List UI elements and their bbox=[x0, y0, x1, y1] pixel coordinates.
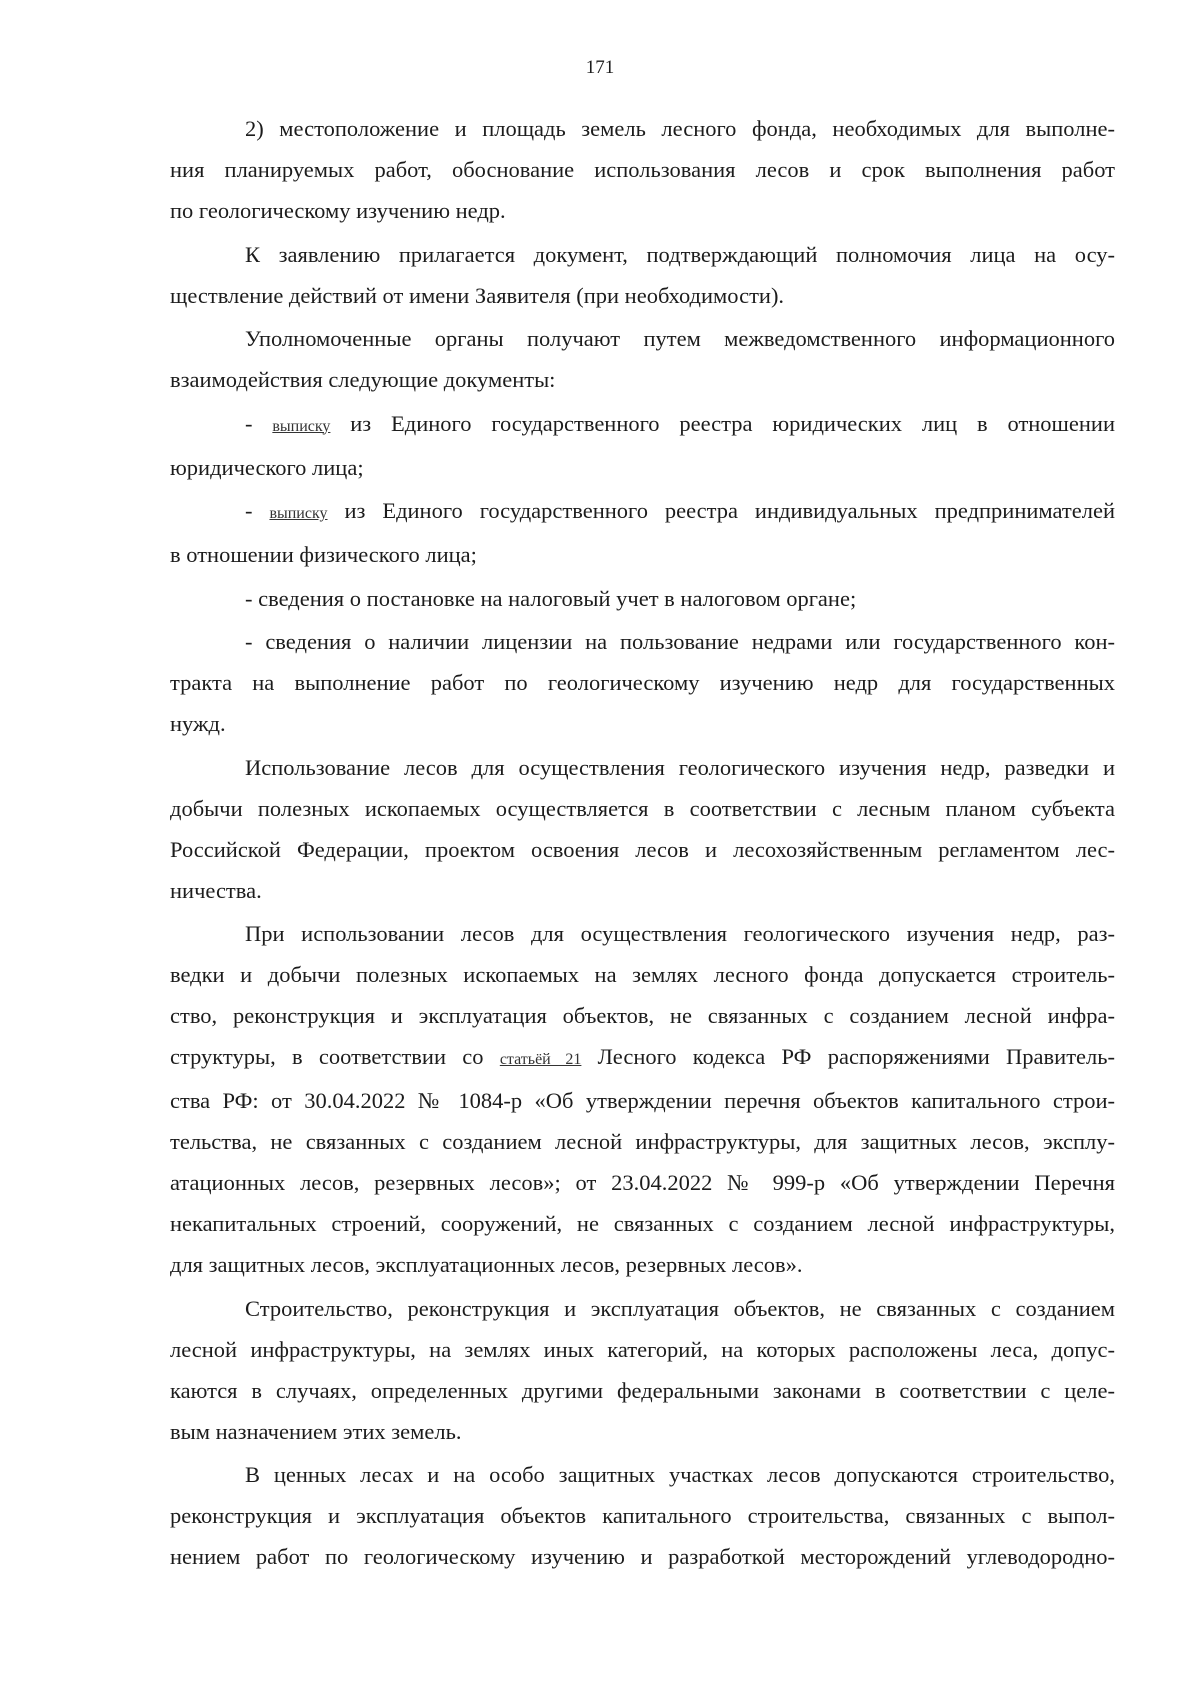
text-line bbox=[170, 1162, 1115, 1203]
text-segment: К заявлению прилагается документ, подтверждающий полномочия лица на осу- bbox=[245, 241, 1115, 267]
text-segment: добычи полезных ископаемых осуществляется в соответствии с лесным планом субъекта bbox=[170, 795, 1115, 821]
text-segment: реконструкция и эксплуатация объектов капитального строительства, связанных с выпол- bbox=[170, 1503, 1115, 1528]
page-number: 171 bbox=[585, 57, 615, 78]
text-line bbox=[170, 578, 1115, 619]
text-line bbox=[170, 1454, 1115, 1495]
text-segment: атационных лесов, резервных лесов»; от 23.04.2022 № 999-р «Об утверждении Перечня bbox=[170, 1170, 1115, 1195]
text-line bbox=[170, 490, 1115, 534]
text-segment: ведки и добычи полезных ископаемых на землях лесного фонда допускается строитель- bbox=[170, 962, 1115, 987]
text-line bbox=[170, 190, 1115, 231]
text-segment: юридического лица; bbox=[170, 454, 364, 480]
paragraph bbox=[170, 318, 1115, 400]
text-line bbox=[170, 747, 1115, 788]
text-line bbox=[170, 621, 1115, 662]
text-line bbox=[170, 1288, 1115, 1329]
text-line bbox=[170, 234, 1115, 275]
text-line bbox=[170, 403, 1115, 447]
text-segment: ществление действий от имени Заявителя (при необходимости). bbox=[170, 282, 785, 308]
text-segment: При использовании лесов для осуществления геологического изучения недр, раз- bbox=[245, 921, 1115, 946]
text-line bbox=[170, 1411, 1115, 1452]
paragraph bbox=[170, 747, 1115, 911]
text-line bbox=[170, 1495, 1115, 1536]
paragraph bbox=[170, 578, 1115, 619]
text-segment: ство, реконструкция и эксплуатация объектов, не связанных с созданием лесной инфра- bbox=[170, 1003, 1115, 1028]
text-segment: взаимодействия следующие документы: bbox=[170, 367, 556, 392]
text-segment: в отношении физического лица; bbox=[170, 542, 477, 567]
text-segment: Строительство, реконструкция и эксплуатация объектов, не связанных с созданием bbox=[245, 1295, 1115, 1321]
hyperlink[interactable]: выписку bbox=[272, 417, 331, 435]
text-line bbox=[170, 913, 1115, 954]
text-segment: некапитальных строений, сооружений, не связанных с созданием лесной инфраструктуры, bbox=[170, 1211, 1115, 1236]
text-segment: из Единого государственного реестра юридических лиц в отношении bbox=[330, 410, 1115, 436]
paragraph bbox=[170, 1454, 1115, 1577]
text-line bbox=[170, 534, 1115, 575]
hyperlink[interactable]: выписку bbox=[269, 505, 328, 522]
text-segment: В ценных лесах и на особо защитных участках лесов допускаются строительство, bbox=[245, 1462, 1115, 1487]
text-segment: из Единого государственного реестра индивидуальных предпринимателей bbox=[327, 498, 1115, 523]
text-segment: тракта на выполнение работ по геологическому изучению недр для государственных bbox=[170, 670, 1115, 695]
text-segment: нужд. bbox=[170, 711, 226, 736]
text-segment: Российской Федерации, проектом освоения лесов и лесохозяйственным регламентом лес- bbox=[170, 836, 1115, 862]
text-line bbox=[170, 995, 1115, 1036]
text-line bbox=[170, 1244, 1115, 1285]
text-segment: Уполномоченные органы получают путем межведомственного информационного bbox=[245, 326, 1115, 351]
text-line bbox=[170, 1536, 1115, 1577]
text-line bbox=[170, 275, 1115, 316]
paragraph bbox=[170, 108, 1115, 231]
text-segment: ства РФ: от 30.04.2022 № 1084-р «Об утверждении перечня объектов капитального строи- bbox=[170, 1088, 1115, 1113]
paragraph bbox=[170, 403, 1115, 488]
text-segment: структуры, в соответствии со bbox=[170, 1044, 500, 1069]
text-segment: - bbox=[245, 410, 273, 436]
text-segment: лесной инфраструктуры, на землях иных категорий, на которых расположены леса, допус- bbox=[170, 1336, 1115, 1362]
text-segment: 2) местоположение и площадь земель лесного фонда, необходимых для выполне- bbox=[245, 116, 1115, 141]
text-segment: тельства, не связанных с созданием лесной инфраструктуры, для защитных лесов, эксплу- bbox=[170, 1129, 1115, 1154]
text-segment: Использование лесов для осуществления геологического изучения недр, разведки и bbox=[245, 754, 1115, 780]
text-segment: вым назначением этих земель. bbox=[170, 1418, 462, 1444]
text-segment: - bbox=[245, 498, 270, 523]
text-segment: Лесного кодекса РФ распоряжениями Правитель- bbox=[581, 1044, 1115, 1069]
text-line bbox=[170, 1370, 1115, 1411]
text-segment: по геологическому изучению недр. bbox=[170, 198, 506, 223]
text-line bbox=[170, 1036, 1115, 1080]
text-segment: каются в случаях, определенных другими федеральными законами в соответствии с целе- bbox=[170, 1377, 1115, 1403]
paragraph bbox=[170, 621, 1115, 744]
text-line bbox=[170, 1329, 1115, 1370]
paragraph bbox=[170, 1288, 1115, 1452]
text-segment: нением работ по геологическому изучению и разработкой месторождений углеводородно- bbox=[170, 1544, 1115, 1569]
paragraph bbox=[170, 234, 1115, 316]
text-segment: ничества. bbox=[170, 877, 262, 903]
text-segment: - сведения о постановке на налоговый учет в налоговом органе; bbox=[245, 585, 857, 611]
text-line bbox=[170, 359, 1115, 400]
text-line bbox=[170, 870, 1115, 911]
hyperlink[interactable]: статьёй 21 bbox=[499, 1051, 582, 1068]
text-line bbox=[170, 829, 1115, 870]
text-line bbox=[170, 703, 1115, 744]
document-body bbox=[170, 108, 1115, 1577]
text-line bbox=[170, 954, 1115, 995]
text-line bbox=[170, 149, 1115, 190]
text-line bbox=[170, 662, 1115, 703]
text-segment: - сведения о наличии лицензии на пользование недрами или государственного кон- bbox=[245, 629, 1115, 654]
text-line bbox=[170, 1203, 1115, 1244]
text-line bbox=[170, 108, 1115, 149]
text-line bbox=[170, 1121, 1115, 1162]
paragraph bbox=[170, 913, 1115, 1285]
text-line bbox=[170, 1080, 1115, 1121]
text-line bbox=[170, 447, 1115, 488]
text-segment: ния планируемых работ, обоснование использования лесов и срок выполнения работ bbox=[170, 157, 1115, 182]
text-line bbox=[170, 788, 1115, 829]
text-segment: для защитных лесов, эксплуатационных лесов, резервных лесов». bbox=[170, 1252, 803, 1277]
paragraph bbox=[170, 490, 1115, 575]
text-line bbox=[170, 318, 1115, 359]
